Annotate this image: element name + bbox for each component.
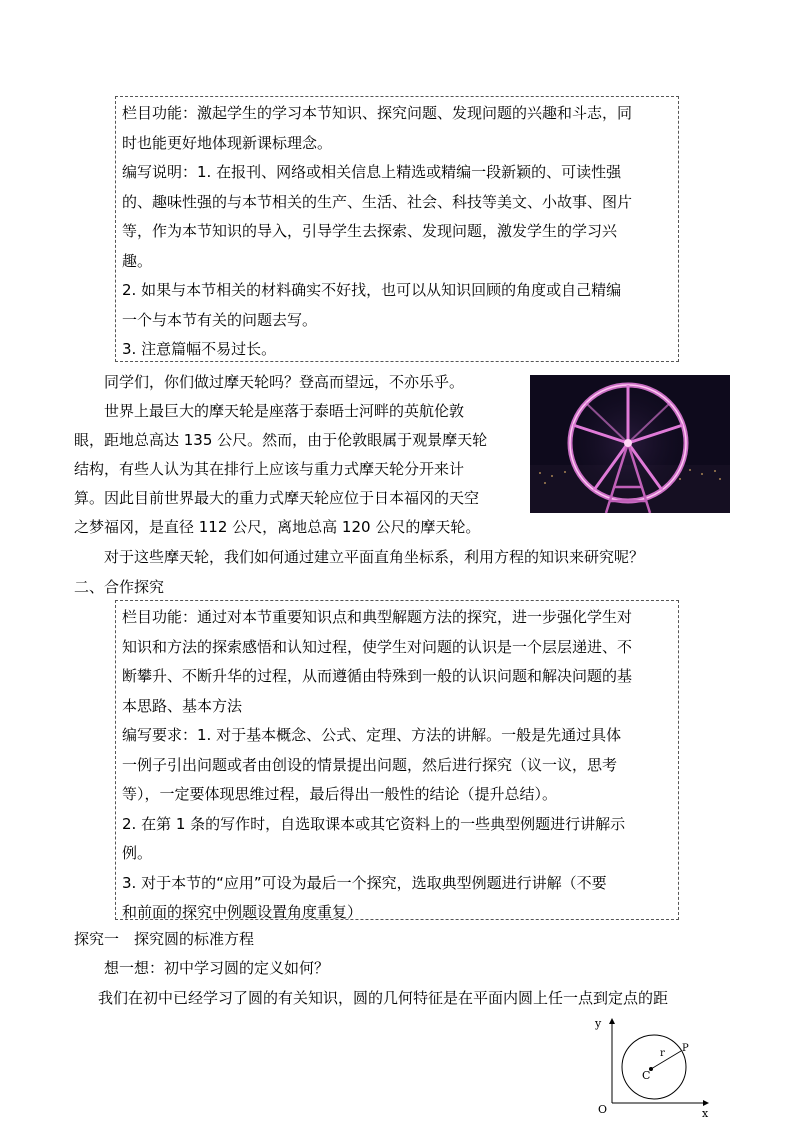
radius-label: r — [660, 1048, 665, 1059]
note-line: 趣。 — [122, 251, 153, 270]
note-line: 和前面的探究中例题设置角度重复） — [122, 903, 363, 921]
intro-line: 结构，有些人认为其在排行上应该与重力式摩天轮分开来计 — [74, 460, 465, 478]
note-line: 3. 注意篇幅不易过长。 — [122, 340, 277, 358]
origin-label: O — [598, 1103, 608, 1116]
intro-line: 对于这些摩天轮，我们如何通过建立平面直角坐标系，利用方程的知识来研究呢？ — [104, 548, 645, 566]
note-line: 编写要求：1. 对于基本概念、公式、定理、方法的讲解。一般是先通过具体 — [122, 726, 622, 744]
note-line: 例。 — [122, 844, 153, 862]
note-line: 时也能更好地体现新课标理念。 — [122, 133, 333, 152]
ferris-wheel-photo — [530, 375, 730, 513]
note-line: 栏目功能：通过对本节重要知识点和典型解题方法的探究，进一步强化学生对 — [122, 608, 633, 626]
intro-line: 同学们，你们做过摩天轮吗？登高而望远，不亦乐乎。 — [104, 373, 465, 391]
center-label: C — [642, 1069, 651, 1082]
note-line: 断攀升、不断升华的过程，从而遵循由特殊到一般的认识问题和解决问题的基 — [122, 667, 633, 685]
note-line: 等），一定要体现思维过程，最后得出一般性的结论（提升总结）。 — [122, 785, 558, 803]
explore-note-box — [115, 600, 679, 920]
x-axis-label: x — [702, 1107, 709, 1120]
note-line: 3. 对于本节的“应用”可设为最后一个探究，选取典型例题进行讲解（不要 — [122, 873, 607, 892]
note-line: 2. 如果与本节相关的材料确实不好找，也可以从知识回顾的角度或自己精编 — [122, 281, 622, 299]
intro-line: 之梦福冈，是直径 112 公尺，离地总高 120 公尺的摩天轮。 — [74, 518, 481, 536]
note-line: 的、趣味性强的与本节相关的生产、生活、社会、科技等美文、小故事、图片 — [122, 192, 633, 211]
note-line: 一个与本节有关的问题去写。 — [122, 310, 318, 329]
note-line: 本思路、基本方法 — [122, 696, 243, 715]
note-line: 编写说明：1. 在报刊、网络或相关信息上精选或精编一段新颖的、可读性强 — [122, 163, 622, 181]
note-line: 2. 在第 1 条的写作时，自选取课本或其它资料上的一些典型例题进行讲解示 — [122, 814, 626, 833]
note-line: 栏目功能：激起学生的学习本节知识、探究问题、发现问题的兴趣和斗志，同 — [122, 104, 633, 122]
note-line: 一例子引出问题或者由创设的情景提出问题，然后进行探究（议一议，思考 — [122, 755, 618, 774]
y-axis-label: y — [595, 1017, 602, 1030]
intro-line: 算。因此目前世界最大的重力式摩天轮应位于日本福冈的天空 — [74, 489, 480, 507]
note-line: 等，作为本节知识的导入，引导学生去探索、发现问题，激发学生的学习兴 — [122, 222, 618, 240]
body-line: 我们在初中已经学习了圆的有关知识，圆的几何特征是在平面内圆上任一点到定点的距 — [98, 989, 669, 1007]
intro-line: 世界上最巨大的摩天轮是座落于泰晤士河畔的英航伦敦 — [104, 402, 465, 420]
radius-line — [651, 1051, 681, 1069]
intro-note-box — [115, 96, 679, 362]
point-label: P — [682, 1043, 689, 1054]
section-heading: 二、合作探究 — [74, 578, 165, 596]
explore-title: 探究一 探究圆的标准方程 — [74, 930, 255, 948]
note-line: 知识和方法的探索感悟和认知过程，使学生对问题的认识是一个层层递进、不 — [122, 637, 633, 656]
circle-coordinate-figure — [590, 1015, 720, 1120]
intro-line: 眼，距地总高达 135 公尺。然而，由于伦敦眼属于观景摩天轮 — [74, 431, 488, 449]
think-question: 想一想：初中学习圆的定义如何？ — [104, 959, 330, 977]
